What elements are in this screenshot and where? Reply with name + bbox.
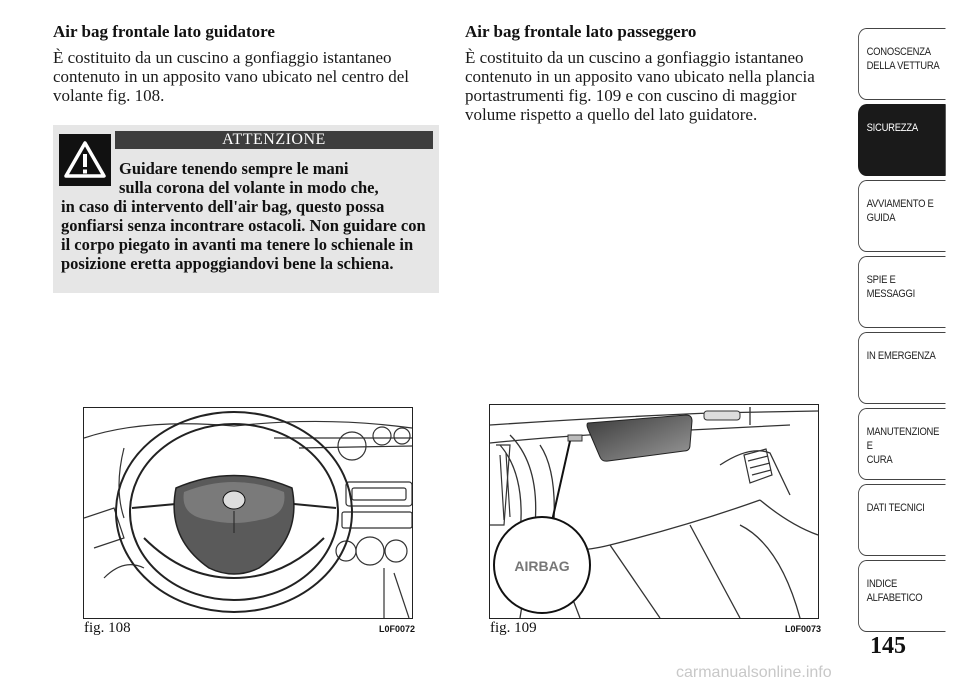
tab-spie-e-messaggi[interactable]	[858, 256, 946, 328]
driver-airbag-heading: Air bag frontale lato guidatore	[53, 22, 275, 41]
warning-box	[53, 125, 439, 293]
tab-label-line1: CONOSCENZA	[866, 46, 931, 58]
figure-109-code: L0F0073	[785, 624, 822, 634]
tab-label-line1: MANUTENZIONE E	[866, 426, 940, 452]
warning-line-1: Guidare tenendo sempre le mani	[119, 159, 349, 178]
tab-label-line1: SPIE E MESSAGGI	[866, 274, 916, 300]
page-number: 145	[870, 633, 906, 659]
tab-label-line2: DELLA VETTURA	[866, 60, 940, 72]
figure-passenger-dashboard	[489, 404, 819, 619]
tab-label-line2: CURA	[866, 454, 893, 466]
warning-body: in caso di intervento dell'air bag, questo possa gonfiarsi senza incontrare ostacoli. Non guidare con il corpo piegato in avanti ma tenere lo schienale in posizione eretta appoggiandovi bene la schiena.	[61, 197, 426, 273]
tab-dati-tecnici[interactable]	[858, 484, 946, 556]
tab-label-line1: SICUREZZA	[866, 122, 918, 134]
left-column	[53, 22, 441, 105]
tab-sicurezza[interactable]	[858, 104, 946, 176]
tab-manutenzione-e-cura[interactable]	[858, 408, 946, 480]
tab-label-line2: GUIDA	[866, 212, 896, 224]
figure-108-caption: fig. 108	[84, 620, 131, 636]
warning-line-2: sulla corona del volante in modo che,	[119, 178, 379, 197]
tab-label-line2: ALFABETICO	[866, 592, 923, 604]
passenger-airbag-text: È costituito da un cuscino a gonfiaggio istantaneo contenuto in un apposito vano ubicato nella plancia portastrumenti fig. 109 e con cuscino di maggior volume rispetto a quello del lato guidatore.	[465, 48, 815, 124]
tab-indice-alfabetico[interactable]	[858, 560, 946, 632]
tab-label-line1: DATI TECNICI	[866, 502, 925, 514]
figure-108-code: L0F0072	[379, 624, 416, 634]
airbag-label: AIRBAG	[514, 558, 570, 574]
warning-title: ATTENZIONE	[115, 131, 433, 149]
figure-109-caption: fig. 109	[490, 620, 537, 636]
tab-label-line1: AVVIAMENTO E	[866, 198, 934, 210]
dashboard-illustration	[490, 405, 818, 618]
steering-wheel-illustration	[84, 408, 412, 618]
tab-label-line1: INDICE	[866, 578, 898, 590]
watermark: carmanualsonline.info	[676, 664, 832, 681]
right-column	[465, 22, 850, 124]
figure-steering-wheel	[83, 407, 413, 619]
passenger-airbag-heading: Air bag frontale lato passeggero	[465, 22, 697, 41]
tab-avviamento-e-guida[interactable]	[858, 180, 946, 252]
tab-conoscenza-della-vettura[interactable]	[858, 28, 946, 100]
tab-in-emergenza[interactable]	[858, 332, 946, 404]
tab-label-line1: IN EMERGENZA	[866, 350, 936, 362]
driver-airbag-text: È costituito da un cuscino a gonfiaggio istantaneo contenuto in un apposito vano ubicato nel centro del volante fig. 108.	[53, 48, 409, 105]
warning-text	[61, 159, 433, 273]
